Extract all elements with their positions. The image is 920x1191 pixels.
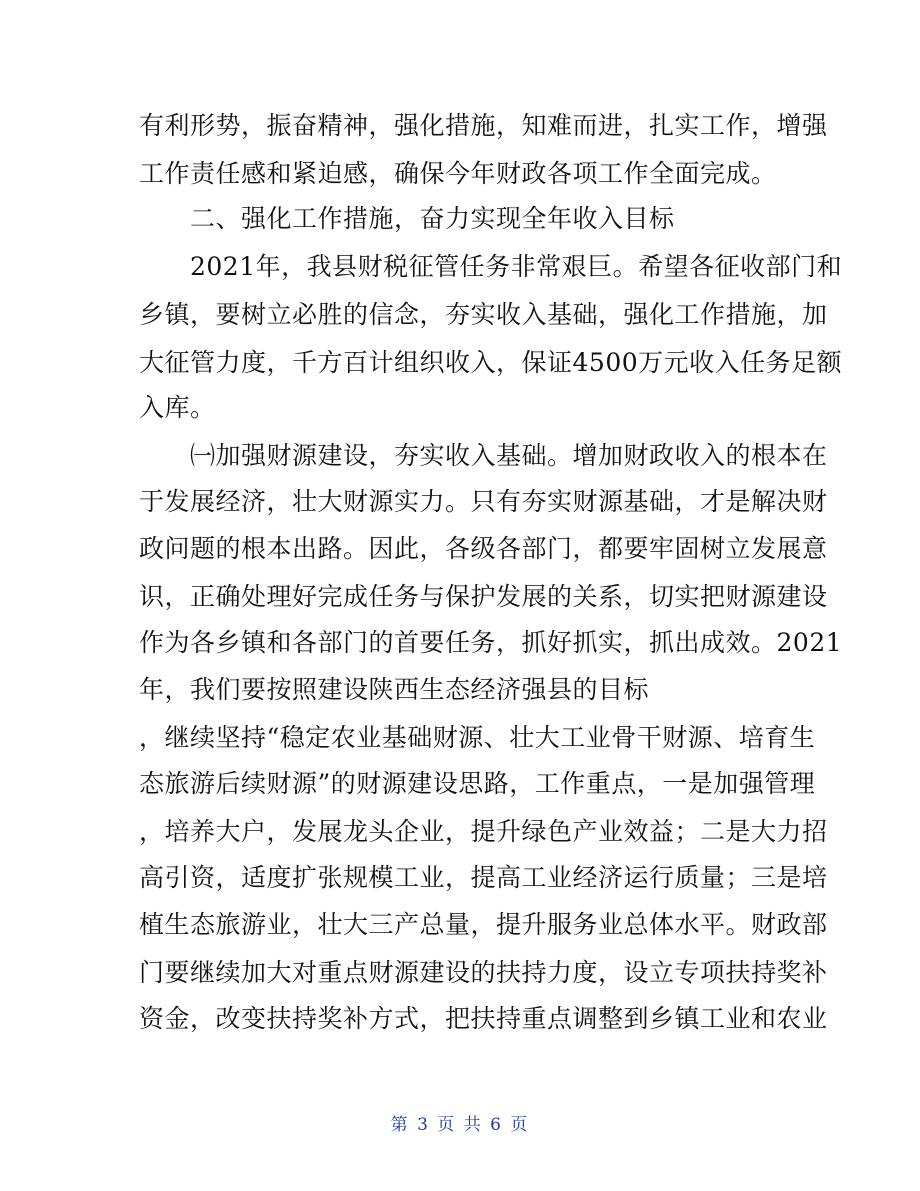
body-text-line: 作为各乡镇和各部门的首要任务，抓好抓实，抓出成效。2021 — [139, 628, 843, 657]
body-text-line: 资金，改变扶持奖补方式，把扶持重点调整到乡镇工业和农业 — [139, 1004, 828, 1033]
body-text-line: ㈠加强财源建设，夯实收入基础。增加财政收入的根本在 — [139, 441, 828, 470]
body-text-line: 态旅游后续财源”的财源建设思路，工作重点，一是加强管理 — [139, 769, 816, 798]
body-text-line: 识，正确处理好完成任务与保护发展的关系，切实把财源建设 — [139, 582, 828, 611]
body-text-line: 2021年，我县财税征管任务非常艰巨。希望各征收部门和 — [139, 252, 843, 281]
body-text-line: 工作责任感和紧迫感，确保今年财政各项工作全面完成。 — [139, 159, 777, 188]
body-text-line: 政问题的根本出路。因此，各级各部门，都要牢固树立发展意 — [139, 534, 828, 563]
body-text-line: 大征管力度，千方百计组织收入，保证4500万元收入任务足额 — [139, 348, 843, 377]
body-text-line: ，继续坚持“稳定农业基础财源、壮大工业骨干财源、培育生 — [139, 723, 816, 752]
body-text-line: 乡镇，要树立必胜的信念，夯实收入基础，强化工作措施，加 — [139, 300, 828, 329]
body-text-line: 入库。 — [139, 393, 216, 422]
body-text-line: 于发展经济，壮大财源实力。只有夯实财源基础，才是解决财 — [139, 487, 828, 516]
body-text-line: 植生态旅游业，壮大三产总量，提升服务业总体水平。财政部 — [139, 910, 828, 939]
page-number-footer: 第 3 页 共 6 页 — [390, 1115, 530, 1135]
body-text-line: 门要继续加大对重点财源建设的扶持力度，设立专项扶持奖补 — [139, 958, 828, 987]
body-text-line: ，培养大户，发展龙头企业，提升绿色产业效益；二是大力招 — [139, 817, 828, 846]
body-text-line: 高引资，适度扩张规模工业，提高工业经济运行质量；三是培 — [139, 863, 828, 892]
body-text-line: 有利形势，振奋精神，强化措施，知难而进，扎实工作，增强 — [139, 111, 828, 140]
section-heading: 二、强化工作措施，奋力实现全年收入目标 — [139, 204, 675, 233]
body-text-line: 年，我们要按照建设陕西生态经济强县的目标 — [139, 675, 650, 704]
